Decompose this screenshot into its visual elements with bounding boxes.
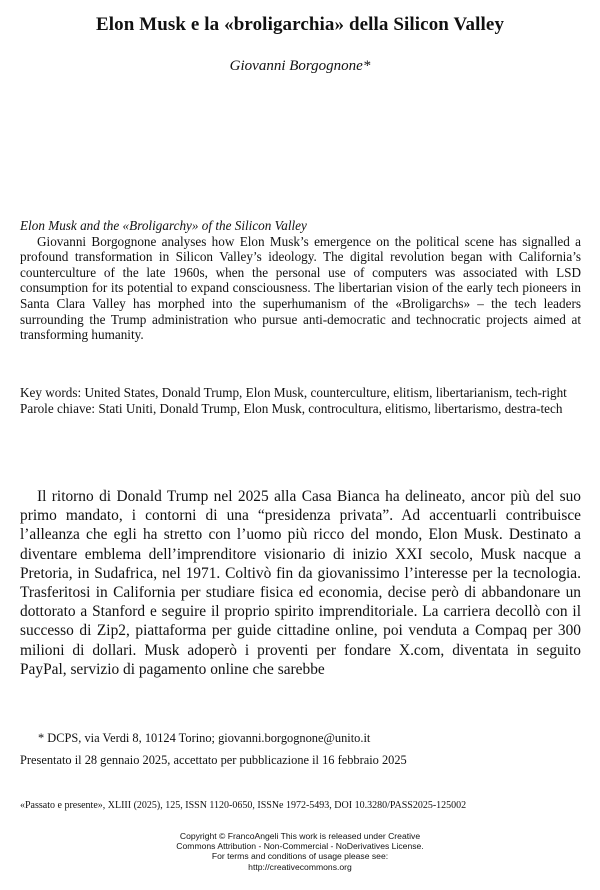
article-title: Elon Musk e la «broligarchia» della Silicon Valley [95, 14, 505, 35]
body-paragraph: Il ritorno di Donald Trump nel 2025 alla Casa Bianca ha delineato, ancor più del suo primo mandato, i contorni di una “presidenza privata”. Ad accentuarli contribuisce l’alleanza che egli ha stretto con l’uomo più ricco del mondo, Elon Musk. Destinato a diventare emblema dell’imprenditore visionario di inizio XXI secolo, Musk nacque a Pretoria, in Sudafrica, nel 1971. Coltivò fin da giovanissimo l’interesse per la tecnologia. Trasferitosi in California per studiare fisica ed economia, decise però di abbandonare un dottorato a Stanford e seguire il proprio spirito imprenditoriale. La carriera decollò con il successo di Zip2, piattaforma per guide cittadine online, poi venduta a Compaq per 300 milioni di dollari. Musk adoperò i proventi per fondare X.com, diventata in seguito PayPal, servizio di pagamento online che sarebbe [20, 488, 581, 678]
journal-citation: «Passato e presente», XLIII (2025), 125, ISSN 1120-0650, ISSNe 1972-5493, DOI 10.3280/PASS2025-125002 [20, 800, 467, 811]
abstract-text: Giovanni Borgognone analyses how Elon Musk’s emergence on the political scene has signalled a profound transformation in Silicon Valley’s ideology. The digital revolution began with California’s counterculture of the late 1960s, when the personal use of computers was associated with LSD consumption for its potential to expand consciousness. The libertarian vision of the early tech pioneers in Santa Clara Valley has morphed into the superhumanism of the «Broligarchs» – the tech leaders surrounding the Trump administration who pursue anti-democratic and technocratic projects aimed at transforming humanity. [20, 233, 581, 343]
keywords-block [20, 385, 581, 416]
author-footnote: * DCPS, via Verdi 8, 10124 Torino; giovanni.borgognone@unito.it [38, 731, 371, 745]
license-line: Copyright © FrancoAngeli This work is released under Creative [179, 831, 421, 841]
abstract [20, 218, 581, 343]
keywords-italian: Parole chiave: Stati Uniti, Donald Trump, Elon Musk, controcultura, elitismo, libertarismo, destra-tech [20, 400, 563, 416]
license-notice [0, 831, 600, 872]
license-line: For terms and conditions of usage please see: [211, 851, 389, 862]
license-line: Commons Attribution - Non-Commercial - NoDerivatives License. [176, 841, 424, 852]
submission-dates: Presentato il 28 gennaio 2025, accettato per pubblicazione il 16 febbraio 2025 [20, 753, 407, 767]
license-link[interactable]: http://creativecommons.org [248, 861, 352, 872]
article-author: Giovanni Borgognone* [229, 58, 371, 74]
keywords-english: Key words: United States, Donald Trump, Elon Musk, counterculture, elitism, libertarianism, tech-right [20, 385, 567, 400]
abstract-english-title: Elon Musk and the «Broligarchy» of the Silicon Valley [20, 218, 307, 233]
